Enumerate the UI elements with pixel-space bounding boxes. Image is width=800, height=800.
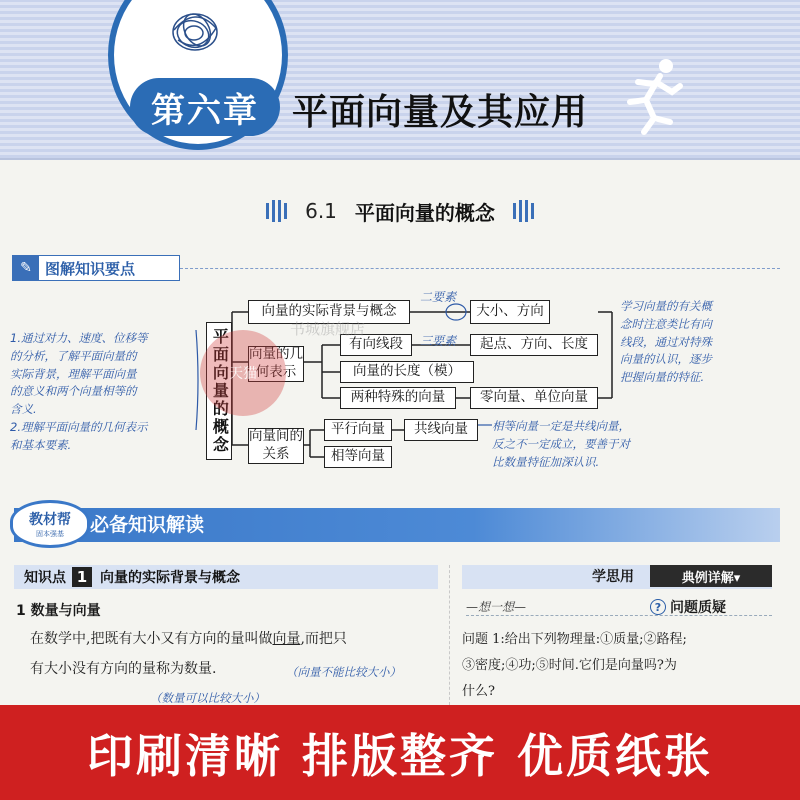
question-heading: ? 问题质疑 — [650, 597, 726, 617]
left-note: 1.通过对力、速度、位移等 的分析，了解平面向量的 实际背景，理解平面向量 的意义和两个向量相等的 含义. 2.理解平面向量的几何表示 和基本要素. — [10, 331, 148, 452]
right-bottom-note: 相等向量一定是共线向量， 反之不一定成立，要善于对 比数量特征加深认识. — [492, 419, 630, 469]
collinear-node: 共线向量 — [404, 419, 478, 441]
divider — [466, 615, 772, 616]
promo-footer: 印刷清晰 排版整齐 优质纸张 — [0, 705, 800, 800]
kp-number: 1 — [72, 567, 92, 587]
xuesiyong-label: 学思用 — [592, 569, 634, 585]
column-divider — [449, 565, 450, 705]
tujie-header — [12, 255, 180, 281]
badge-subtitle: 固本强基 — [36, 530, 64, 538]
chapter-badge: 第六章 — [130, 78, 280, 136]
zero-unit-node: 零向量、单位向量 — [470, 387, 598, 409]
directed-segment-node: 有向线段 — [340, 334, 412, 356]
think-label: —想一想— — [466, 600, 527, 614]
parallel-node: 平行向量 — [324, 419, 392, 441]
start-dir-len-node: 起点、方向、长度 — [470, 334, 598, 356]
subsection-heading: 1 数量与向量 — [16, 603, 101, 619]
paragraph-line-2: 有大小没有方向的量称为数量. — [30, 661, 217, 677]
band-title: 必备知识解读 — [90, 514, 205, 536]
watermark-text: 书城旗舰店 — [290, 320, 366, 338]
question-line-1: 问题 1:给出下列物理量:①质量;②路程; — [462, 632, 687, 647]
right-top-note: 学习向量的有关概 念时注意类比有向 线段，通过对特殊 向量的认识，逐步 把握向量的特征. — [620, 299, 712, 385]
section-number: 6.1 — [305, 199, 337, 223]
practical-node: 向量的实际背景与概念 — [248, 300, 410, 324]
kp-title: 向量的实际背景与概念 — [100, 570, 240, 586]
kp-label: 知识点 — [24, 570, 66, 586]
annotation-quantity: （数量可以比较大小） — [150, 691, 265, 705]
pencil-icon: ✎ — [13, 256, 39, 280]
textbook-badge — [10, 500, 90, 548]
watermark-stamp: 天猫 — [200, 330, 286, 416]
scribble-icon — [160, 0, 230, 70]
chapter-title: 平面向量及其应用 — [292, 92, 589, 133]
section-heading — [0, 194, 800, 228]
root-node: 平面向量的概念 — [206, 322, 232, 460]
bars-icon — [266, 200, 287, 222]
chapter-banner — [0, 0, 800, 160]
bars-icon — [513, 200, 534, 222]
example-badge: 典例详解▾ — [650, 565, 772, 587]
relations-node: 向量间的关系 — [249, 428, 303, 462]
term-vector: 向量 — [272, 631, 301, 647]
badge-title: 教材帮 — [29, 512, 71, 528]
runner-icon — [610, 56, 690, 136]
divider — [180, 268, 780, 269]
special-node: 两种特殊的向量 — [340, 387, 456, 409]
equal-node: 相等向量 — [324, 446, 392, 468]
length-node: 向量的长度（模） — [340, 361, 474, 383]
geometric-node: 向量的几何表示 — [249, 346, 303, 380]
tujie-label: 图解知识要点 — [45, 259, 136, 278]
question-icon: ? — [650, 599, 666, 615]
annotation-vector: （向量不能比较大小） — [286, 665, 401, 679]
magnitude-direction-node: 大小、方向 — [470, 300, 550, 324]
question-line-2: ③密度;④功;⑤时间.它们是向量吗?为 — [462, 658, 677, 673]
two-elements-note: 二要素 — [420, 290, 457, 304]
paragraph-line-1: 在数学中,把既有大小又有方向的量叫做向量,而把只 — [30, 631, 347, 647]
knowledge-point-bar — [14, 565, 438, 589]
three-elements-note: 三要素 — [420, 334, 457, 348]
section-title: 平面向量的概念 — [354, 200, 495, 225]
question-line-3: 什么? — [462, 684, 495, 699]
